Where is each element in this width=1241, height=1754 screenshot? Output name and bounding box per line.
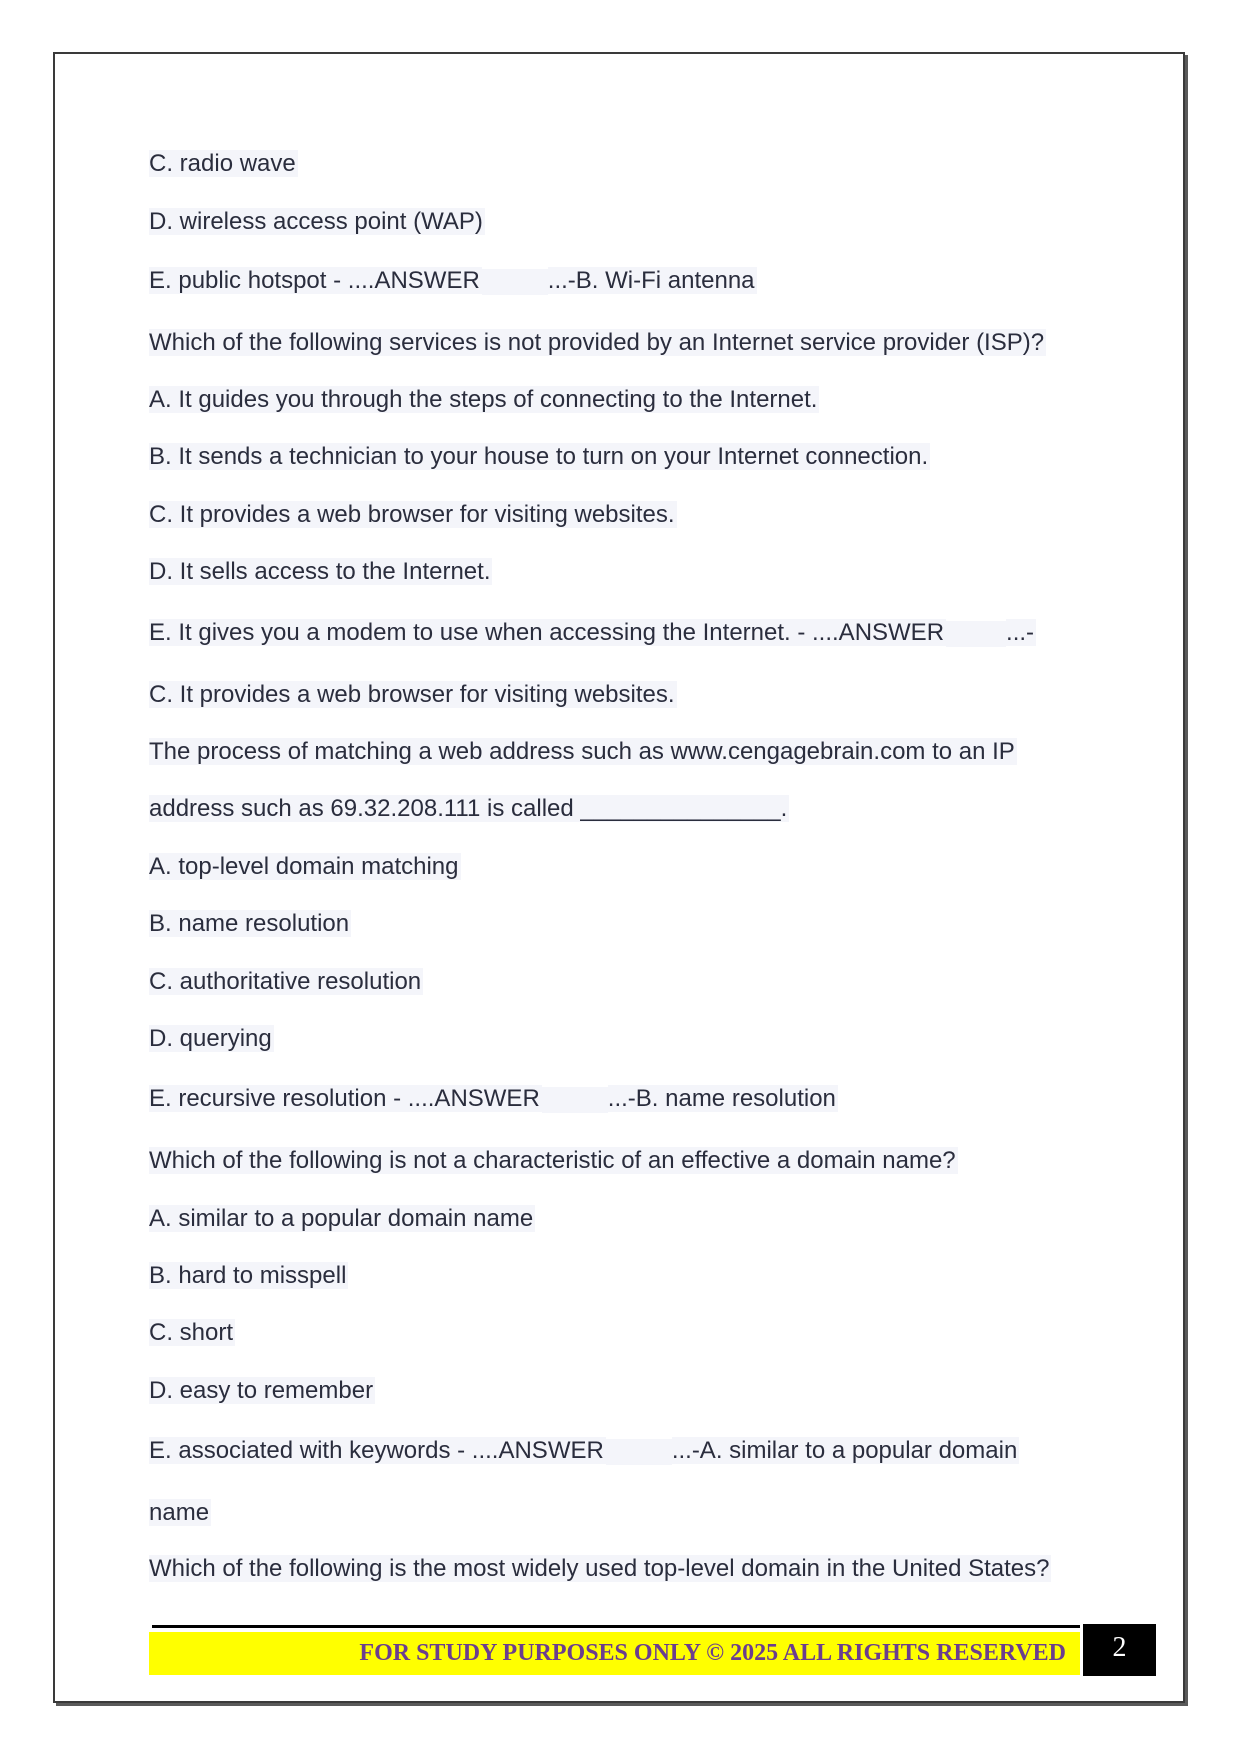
answer-line: [149, 1435, 1019, 1467]
option-line: [149, 206, 485, 238]
question-line: [149, 736, 1017, 768]
option-text: B. hard to misspell: [149, 1262, 347, 1289]
option-line: [149, 499, 677, 531]
answer-continuation: [149, 679, 677, 711]
page-number: 2: [1083, 1624, 1156, 1676]
option-line: [149, 441, 930, 473]
footer-rule: [152, 1625, 1080, 1628]
option-line: [149, 1023, 274, 1055]
option-line: [149, 384, 819, 416]
answer-text: ...-: [1006, 619, 1035, 646]
question-text: The process of matching a web address such as www.cengagebrain.com to an IP: [149, 738, 1015, 765]
answer-gap: [606, 1439, 672, 1465]
question-line: [149, 327, 1046, 359]
question-text: Which of the following is the most widely used top-level domain in the United States?: [149, 1555, 1050, 1582]
answer-prefix: E. It gives you a modem to use when accessing the Internet. - ....ANSWER: [149, 619, 945, 646]
option-text: B. name resolution: [149, 910, 350, 937]
answer-text: ...-A. similar to a popular domain: [671, 1437, 1018, 1464]
option-line: [149, 1260, 348, 1292]
option-text: A. top-level domain matching: [149, 853, 459, 880]
question-line: [149, 1553, 1051, 1585]
answer-text: ...-B. name resolution: [607, 1085, 836, 1112]
answer-continuation: [149, 1497, 211, 1529]
question-text: address such as 69.32.208.111 is called _______________.: [149, 795, 788, 822]
option-line: [149, 1375, 375, 1407]
answer-prefix: E. associated with keywords - ....ANSWER: [149, 1437, 604, 1464]
answer-line: [149, 1083, 838, 1115]
option-line: [149, 148, 298, 180]
answer-gap: [946, 621, 1006, 647]
answer-prefix: E. public hotspot - ....ANSWER: [149, 267, 480, 294]
option-text: A. similar to a popular domain name: [149, 1205, 534, 1232]
option-text: B. It sends a technician to your house to turn on your Internet connection.: [149, 443, 929, 470]
answer-gap: [542, 1087, 608, 1113]
answer-prefix: E. recursive resolution - ....ANSWER: [149, 1085, 540, 1112]
option-line: [149, 556, 492, 588]
option-text: C. It provides a web browser for visiting websites.: [149, 501, 675, 528]
question-text: Which of the following services is not provided by an Internet service provider (ISP)?: [149, 329, 1045, 356]
answer-text: name: [149, 1499, 210, 1526]
option-line: [149, 908, 351, 940]
option-line: [149, 966, 423, 998]
question-text: Which of the following is not a characteristic of an effective a domain name?: [149, 1147, 956, 1174]
option-text: D. It sells access to the Internet.: [149, 558, 491, 585]
option-text: D. wireless access point (WAP): [149, 208, 483, 235]
question-line: [149, 793, 789, 825]
answer-text: ...-B. Wi-Fi antenna: [547, 267, 755, 294]
footer-copyright: FOR STUDY PURPOSES ONLY © 2025 ALL RIGHTS RESERVED: [359, 1640, 1066, 1666]
question-line: [149, 1145, 958, 1177]
option-text: A. It guides you through the steps of connecting to the Internet.: [149, 386, 818, 413]
option-line: [149, 851, 461, 883]
option-text: C. short: [149, 1319, 234, 1346]
answer-text: C. It provides a web browser for visiting websites.: [149, 681, 675, 708]
option-text: C. authoritative resolution: [149, 968, 422, 995]
answer-line: [149, 617, 1036, 649]
answer-gap: [482, 269, 548, 295]
option-text: D. easy to remember: [149, 1377, 374, 1404]
option-line: [149, 1203, 535, 1235]
option-text: D. querying: [149, 1025, 272, 1052]
footer-band: [149, 1632, 1080, 1675]
option-line: [149, 1317, 235, 1349]
answer-line: [149, 265, 757, 297]
option-text: C. radio wave: [149, 150, 296, 177]
